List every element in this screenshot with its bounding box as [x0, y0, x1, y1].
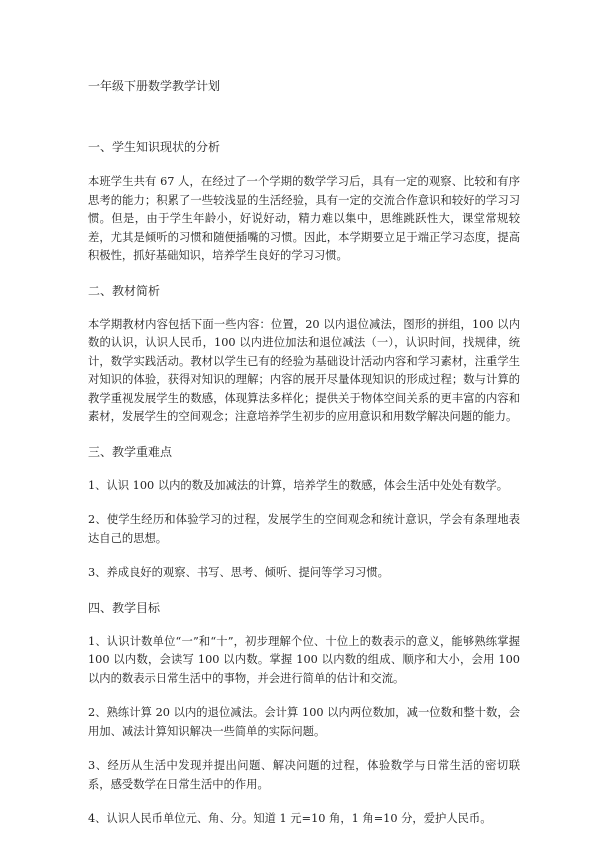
document-title: 一年级下册数学教学计划	[88, 79, 221, 93]
section-heading-key-points: 三、教学重难点	[88, 444, 173, 459]
paragraph-key-point-1: 1、认识 100 以内的数及加减法的计算，培养学生的数感，体会生活中处处有数学。	[88, 478, 509, 492]
paragraph-objective-2: 2、熟练计算 20 以内的退位减法。会计算 100 以内两位数加，减一位数和整十数，会用加、减法计算知识解决一些简单的实际问题。	[88, 706, 520, 738]
paragraph-key-point-2: 2、使学生经历和体验学习的过程，发展学生的空间观念和统计意识，学会有条理地表达自己的思想。	[88, 513, 520, 545]
paragraph-objective-4: 4、认识人民币单位元、角、分。知道 1 元=10 角，1 角=10 分，爱护人民币。	[88, 812, 492, 825]
section-heading-objectives: 四、教学目标	[88, 600, 161, 615]
section-heading-textbook: 二、教材简析	[88, 283, 161, 298]
paragraph-key-point-3: 3、养成良好的观察、书写、思考、倾听、提问等学习习惯。	[88, 566, 389, 579]
document-body	[88, 138, 520, 845]
paragraph-objective-1: 1、认识计数单位“一”和“十”，初步理解个位、十位上的数表示的意义，能够熟练掌握 100 以内数，会读写 100 以内数。掌握 100 以内数的组成、顺序和大小，会用 100 以内的数表示日常生活中的事物，并会进行简单的估计和交流。	[88, 634, 520, 685]
section-heading-analysis: 一、学生知识现状的分析	[88, 140, 221, 154]
paragraph-objective-3: 3、经历从生活中发现并提出问题、解决问题的过程，体验数学与日常生活的密切联系，感受数学在日常生活中的作用。	[88, 759, 520, 791]
paragraph-textbook: 本学期教材内容包括下面一些内容：位置，20 以内退位减法，图形的拼组，100 以内数的认识，认识人民币，100 以内进位加法和退位减法（一），认识时间，找规律，统计，数学实践活动。教材以学生已有的经验为基础设计活动内容和学习素材，注重学生对知识的体验，获得对知识的理解；内容的展开尽量体现知识的形成过程；数与计算的教学重视发展学生的数感，体现算法多样化；提供关于物体空间关系的更丰富的内容和素材，发展学生的空间观念；注意培养学生初步的应用意识和用数学解决问题的能力。	[88, 317, 520, 423]
paragraph-analysis: 本班学生共有 67 人，在经过了一个学期的数学学习后，具有一定的观察、比较和有序思考的能力；积累了一些较浅显的生活经验，具有一定的交流合作意识和较好的学习习惯。但是，由于学生年龄小，好说好动，精力难以集中，思维跳跃性大，课堂常规较差，尤其是倾听的习惯和随便插嘴的习惯。因此，本学期要立足于端正学习态度，提高积极性，抓好基础知识，培养学生良好的学习习惯。	[88, 175, 520, 262]
